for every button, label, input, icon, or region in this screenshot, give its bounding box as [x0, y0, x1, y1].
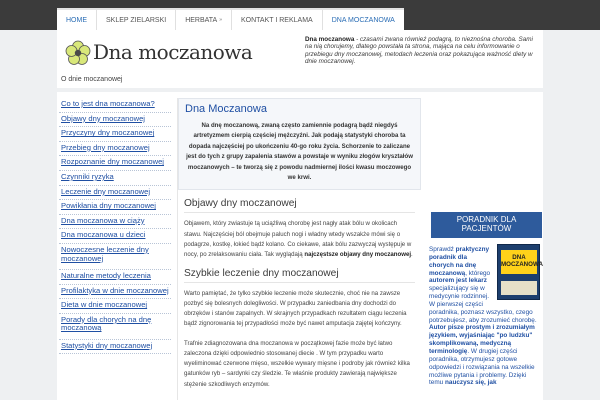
- sidebar-item-profilaktyka[interactable]: Profilaktyka w dnie moczanowej: [59, 285, 171, 300]
- sidebar-item-dieta[interactable]: Dieta w dnie moczanowej: [59, 299, 171, 314]
- article-intro: Na dnę moczanową, zwaną często zamiennie podagrą bądź niegdyś artretyzmem cierpią częściej mężczyźni. Jak podają statystyki choroba ta dopada najczęściej po ukończeniu 40-go roku życia. Schorzenie to zaliczane jest do tych z grupy zapalenia stawów a powstaje w wyniku złogów kryształów moczanowych – te tworzą się z powodu nadmiernej ilości kwasu moczowego we krwi.: [186, 122, 413, 182]
- main-content: [177, 98, 421, 400]
- sidebar-item-powiklania[interactable]: Powikłania dny moczanowej: [59, 200, 171, 215]
- article-title: Dna Moczanowa: [185, 103, 267, 115]
- objawy-link[interactable]: najczęstsze objawy dny moczanowej: [304, 250, 412, 258]
- book-cover-photo: [501, 281, 537, 295]
- sidebar-menu: [59, 98, 171, 354]
- header-description: Dna moczanowa - czasami zwana również podagrą, to nieznośna choroba. Sami na nią chorujemy, dlatego powstała ta strona, mająca na celu informowanie o przebiegu dny moczanowej, metodach leczenia oraz pokazująca ważność diety w dnie moczanowej.: [305, 36, 533, 66]
- sidebar-item-rozpoznanie[interactable]: Rozpoznanie dny moczanowej: [59, 156, 171, 171]
- nav-dna-moczanowa[interactable]: DNA MOCZANOWA: [331, 16, 395, 24]
- book-cover-title: DNA MOCZANOWA: [501, 250, 537, 274]
- sidebar-item-czynniki-ryzyka[interactable]: Czynniki ryzyka: [59, 171, 171, 186]
- nav-home[interactable]: HOME: [57, 10, 97, 30]
- submenu-arrow-icon: »: [219, 17, 222, 23]
- section-heading-objawy: Objawy dny moczanowej: [184, 198, 415, 213]
- article-intro-box: [178, 98, 421, 190]
- page-body: [57, 92, 543, 400]
- section-text-leczenie-2: Trafnie zdiagnozowana dna moczanowa w początkowej fazie może być łatwo zaleczona dzięki odpowiednio stosowanej diecie . W tym przypadku warto wyeliminować czerwone mięso, wszelkie wywary mięsne i podroby jak również kilka gatunków ryb – sardynki czy śledzie. Te właśnie produkty zawierają największe stężenie szkodliwych enzymów.: [184, 340, 410, 388]
- book-cover-image[interactable]: [497, 244, 543, 300]
- sidebar-item-dzieci[interactable]: Dna moczanowa u dzieci: [59, 229, 171, 244]
- site-header: [57, 30, 543, 88]
- sidebar-item-przyczyny[interactable]: Przyczyny dny moczanowej: [59, 127, 171, 142]
- section-text-objawy: Objawem, który zwiastuje tą uciążliwą chorobę jest nagły atak bólu w okolicach stawu. Najczęściej ból obejmuje paluch nogi i władny wtedy wszakże mówi się o podagrze, kostkę, łokieć bądź kolano. Co ciekawe, atak bólu zazwyczaj występuje w nocy, po zrelaksowaniu ciała. Tak wyglądają najczęstsze objawy dny moczanowej.: [184, 220, 413, 258]
- nav-kontakt[interactable]: KONTAKT I REKLAMA: [232, 10, 323, 30]
- nav-sklep-zielarski[interactable]: SKLEP ZIELARSKI: [97, 10, 176, 30]
- sidebar-item-leczenie[interactable]: Leczenie dny moczanowej: [59, 186, 171, 201]
- section-heading-leczenie: Szybkie leczenie dny moczanowej: [184, 268, 415, 283]
- sidebar-item-co-to-jest[interactable]: Co to jest dna moczanowa?: [59, 98, 171, 113]
- site-tagline: O dnie moczanowej: [61, 76, 123, 83]
- sidebar-item-ciaza[interactable]: Dna moczanowa w ciąży: [59, 215, 171, 230]
- sidebar-item-nowoczesne-leczenie[interactable]: Nowoczesne leczenie dny moczanowej: [59, 244, 171, 270]
- nav-herbata[interactable]: HERBATA »: [176, 10, 232, 30]
- section-text-leczenie: Warto pamiętać, że tylko szybkie leczenie może skutecznie, choć nie na zawsze pozbyć się bolesnych dolegliwości. W przypadku zaniedbania dny dochodzi do obrzęków i stanów zapalnych. W skrajnych przypadkach rezultatem ciągu leczenia bądź zignorowania tej przypadłości może być nawet amputacja zajętej kończyny.: [184, 289, 407, 328]
- guide-widget: [427, 212, 542, 400]
- guide-widget-body: DNA MOCZANOWA Sprawdź praktyczny poradnik dla chorych na dnę moczanową, którego autorem jest lekarz specjalizujący się w medycynie rodzinnej. W pierwszej części poradnika, poznasz wszystko, czego potrzebujesz, aby zrozumieć chorobę. Autor pisze prostym i zrozumiałym językiem, wyjaśniając "po ludzku" skomplikowaną, medyczną terminologię. W drugiej części poradnika, otrzymujesz gotowe odpowiedzi i rozwiązania na wszelkie możliwe pytania i problemy. Dzięki temu nauczysz się, jak: [429, 246, 543, 387]
- flower-logo-icon[interactable]: [65, 40, 91, 66]
- guide-widget-header: PORADNIK DLA PACJENTÓW: [431, 212, 542, 238]
- main-nav: [57, 8, 404, 30]
- site-logo-text[interactable]: Dna moczanowa: [93, 40, 253, 64]
- sidebar-item-porady[interactable]: Porady dla chorych na dnę moczanową: [59, 314, 171, 340]
- sidebar-item-przebieg[interactable]: Przebieg dny moczanowej: [59, 142, 171, 157]
- sidebar-item-statystyki[interactable]: Statystyki dny moczanowej: [59, 340, 171, 355]
- sidebar-item-objawy[interactable]: Objawy dny moczanowej: [59, 113, 171, 128]
- sidebar-item-naturalne-metody[interactable]: Naturalne metody leczenia: [59, 270, 171, 285]
